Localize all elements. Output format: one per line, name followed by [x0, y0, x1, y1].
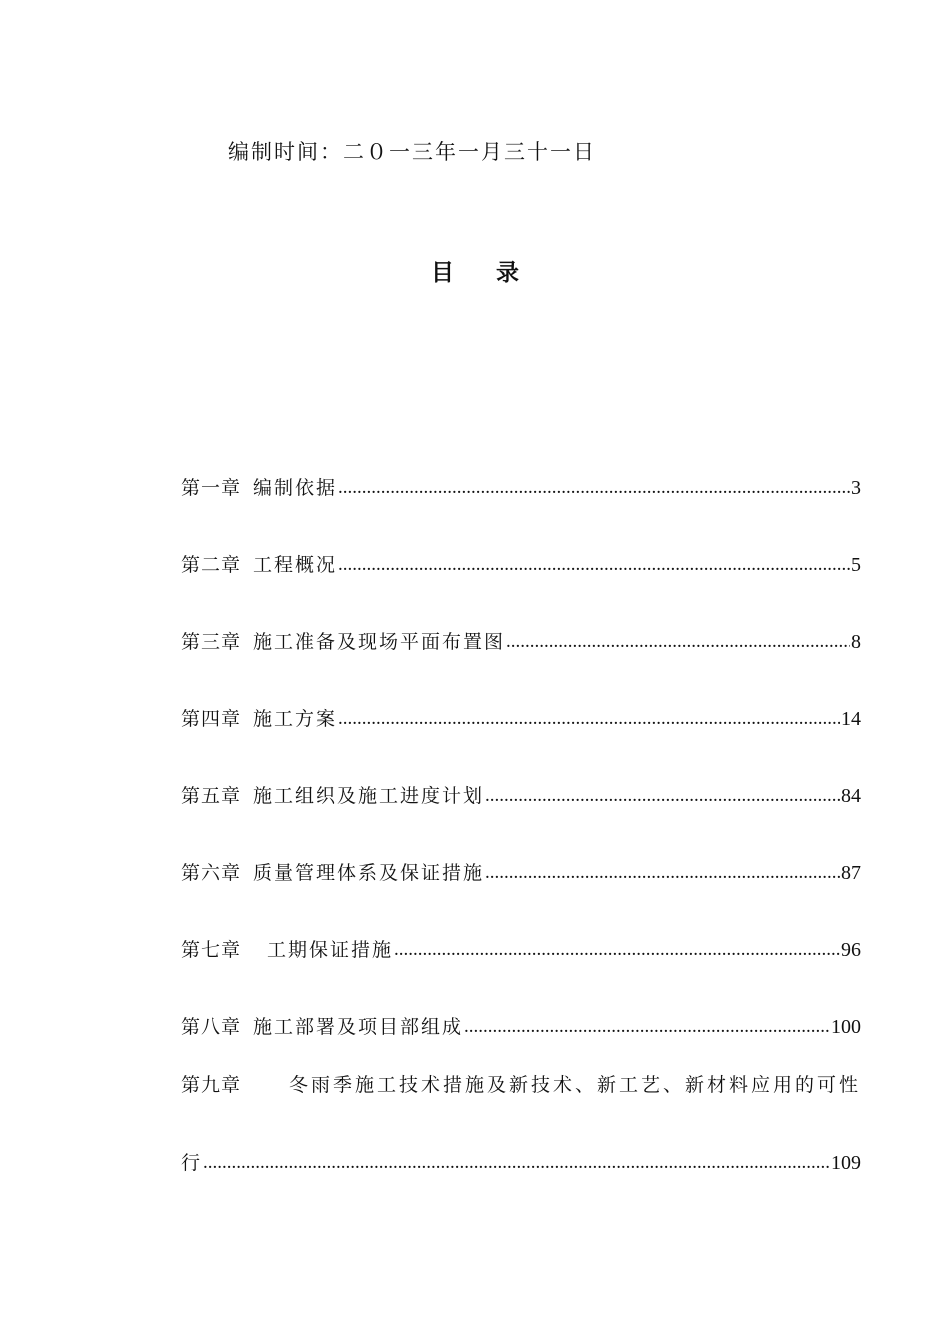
toc-leader: [506, 623, 850, 661]
toc-entry[interactable]: [181, 815, 861, 892]
toc-chapter: 第四章: [181, 708, 242, 730]
toc-chapter: 第九章: [181, 1074, 242, 1096]
toc-chapter: 第七章: [181, 939, 242, 961]
toc-title: 施工部署及项目部组成: [253, 1016, 464, 1038]
toc-leader: [338, 546, 850, 584]
toc-heading: [0, 254, 950, 287]
toc-page: 3: [851, 477, 861, 499]
toc-chapter: 第五章: [181, 785, 242, 807]
toc-leader: [485, 854, 840, 892]
toc-title: 工期保证措施: [267, 939, 394, 961]
toc-chapter: 第三章: [181, 631, 242, 653]
toc-page: 100: [831, 1016, 861, 1038]
table-of-contents: [181, 430, 861, 1182]
toc-entry[interactable]: [181, 584, 861, 661]
toc-entry[interactable]: [181, 507, 861, 584]
toc-title: 施工组织及施工进度计划: [253, 785, 485, 807]
toc-title: 冬雨季施工技术措施及新技术、新工艺、新材料应用的可性: [288, 1074, 861, 1096]
toc-page: 87: [841, 862, 861, 884]
toc-entry[interactable]: [181, 1066, 861, 1182]
toc-title: 质量管理体系及保证措施: [253, 862, 485, 884]
toc-entry-line-1: [181, 1066, 861, 1104]
toc-title: 施工准备及现场平面布置图: [253, 631, 506, 653]
toc-page: 5: [851, 554, 861, 576]
toc-entry-line-2: [181, 1144, 861, 1182]
toc-page: 14: [841, 708, 861, 730]
toc-entry[interactable]: [181, 430, 861, 507]
toc-page: 109: [831, 1152, 861, 1174]
toc-entry[interactable]: [181, 969, 861, 1046]
toc-heading-right: 录: [496, 259, 519, 286]
toc-title: 编制依据: [253, 477, 338, 499]
toc-leader: [464, 1008, 830, 1046]
toc-leader: [485, 777, 840, 815]
toc-leader: [338, 469, 850, 507]
toc-title-continuation: 行: [181, 1152, 203, 1174]
toc-page: 84: [841, 785, 861, 807]
toc-entry[interactable]: [181, 661, 861, 738]
toc-entry[interactable]: [181, 892, 861, 969]
toc-entry[interactable]: [181, 738, 861, 815]
toc-leader: [394, 931, 840, 969]
toc-heading-left: 目: [431, 259, 454, 286]
toc-leader: [203, 1144, 830, 1182]
toc-chapter: 第一章: [181, 477, 242, 499]
toc-leader: [338, 700, 840, 738]
toc-title: 施工方案: [253, 708, 338, 730]
toc-page: 96: [841, 939, 861, 961]
toc-chapter: 第二章: [181, 554, 242, 576]
toc-page: 8: [851, 631, 861, 653]
compile-date: 编制时间：二０一三年一月三十一日: [228, 140, 596, 164]
toc-chapter: 第八章: [181, 1016, 242, 1038]
toc-title: 工程概况: [253, 554, 338, 576]
toc-chapter: 第六章: [181, 862, 242, 884]
